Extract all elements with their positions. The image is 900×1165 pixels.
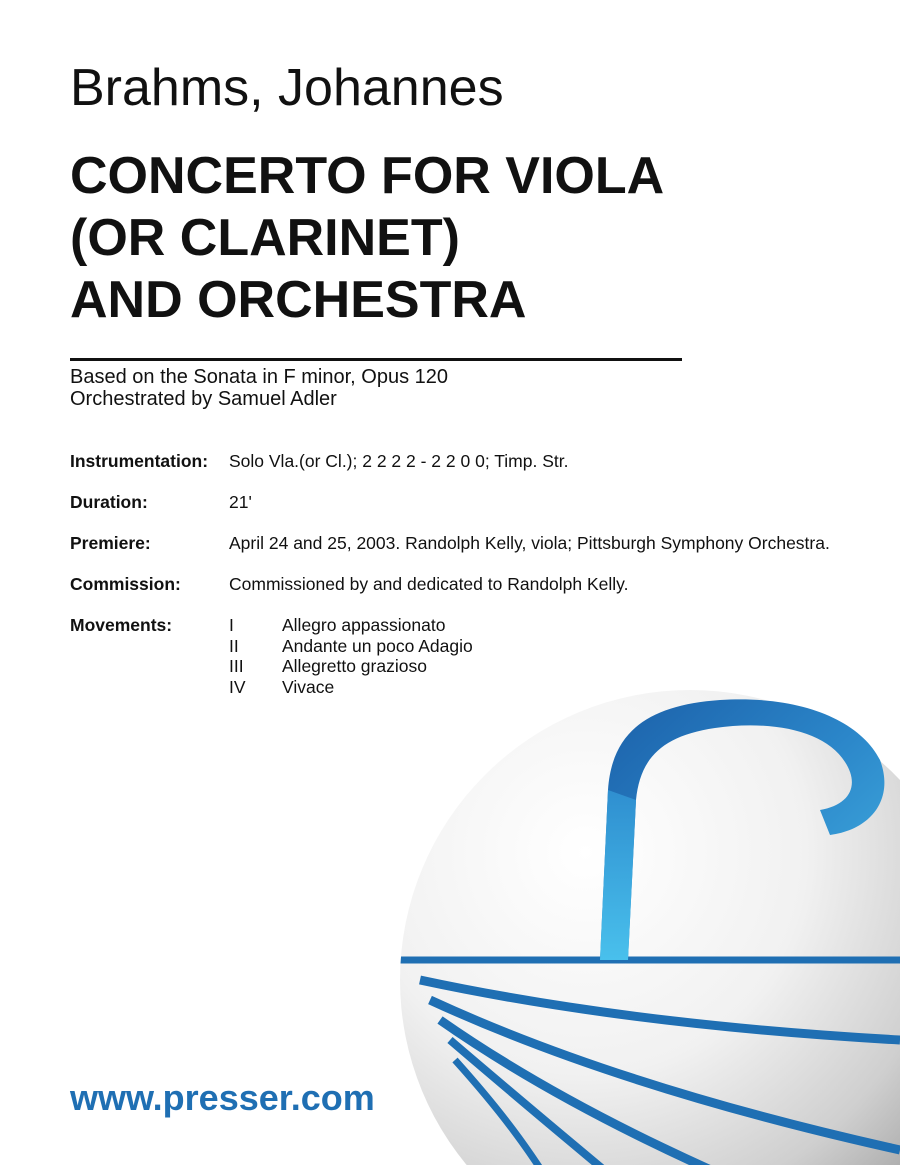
premiere-label: Premiere:: [70, 533, 151, 553]
instrumentation-value: Solo Vla.(or Cl.); 2 2 2 2 - 2 2 0 0; Timp. Str.: [229, 451, 569, 471]
movements-label: Movements:: [70, 615, 173, 635]
work-title: [70, 145, 664, 331]
commission-label: Commission:: [70, 574, 181, 594]
website-link[interactable]: www.presser.com: [70, 1077, 375, 1118]
movement-number: II: [229, 635, 239, 656]
movement-name: Andante un poco Adagio: [282, 635, 473, 656]
movement-name: Vivace: [282, 676, 335, 697]
movement-number: III: [229, 656, 244, 676]
globe-sphere: [400, 690, 900, 1165]
subtitle-line: Based on the Sonata in F minor, Opus 120: [70, 366, 449, 388]
subtitle-line: Orchestrated by Samuel Adler: [70, 388, 337, 410]
title-line: AND ORCHESTRA: [70, 271, 527, 329]
commission-value: Commissioned by and dedicated to Randolph Kelly.: [229, 574, 629, 594]
composer-name: Brahms, Johannes: [70, 59, 504, 117]
movement-number: I: [229, 615, 234, 635]
duration-label: Duration:: [70, 492, 148, 512]
instrumentation-label: Instrumentation:: [70, 451, 209, 471]
title-line: (OR CLARINET): [70, 209, 460, 267]
title-divider: [70, 358, 682, 361]
premiere-value: April 24 and 25, 2003. Randolph Kelly, viola; Pittsburgh Symphony Orchestra.: [229, 533, 830, 553]
subtitle: [70, 366, 448, 410]
movement-number: IV: [229, 676, 246, 697]
movement-name: Allegro appassionato: [282, 615, 446, 635]
duration-value: 21': [229, 492, 252, 512]
title-line: CONCERTO FOR VIOLA: [70, 147, 665, 205]
movement-name: Allegretto grazioso: [282, 656, 427, 676]
